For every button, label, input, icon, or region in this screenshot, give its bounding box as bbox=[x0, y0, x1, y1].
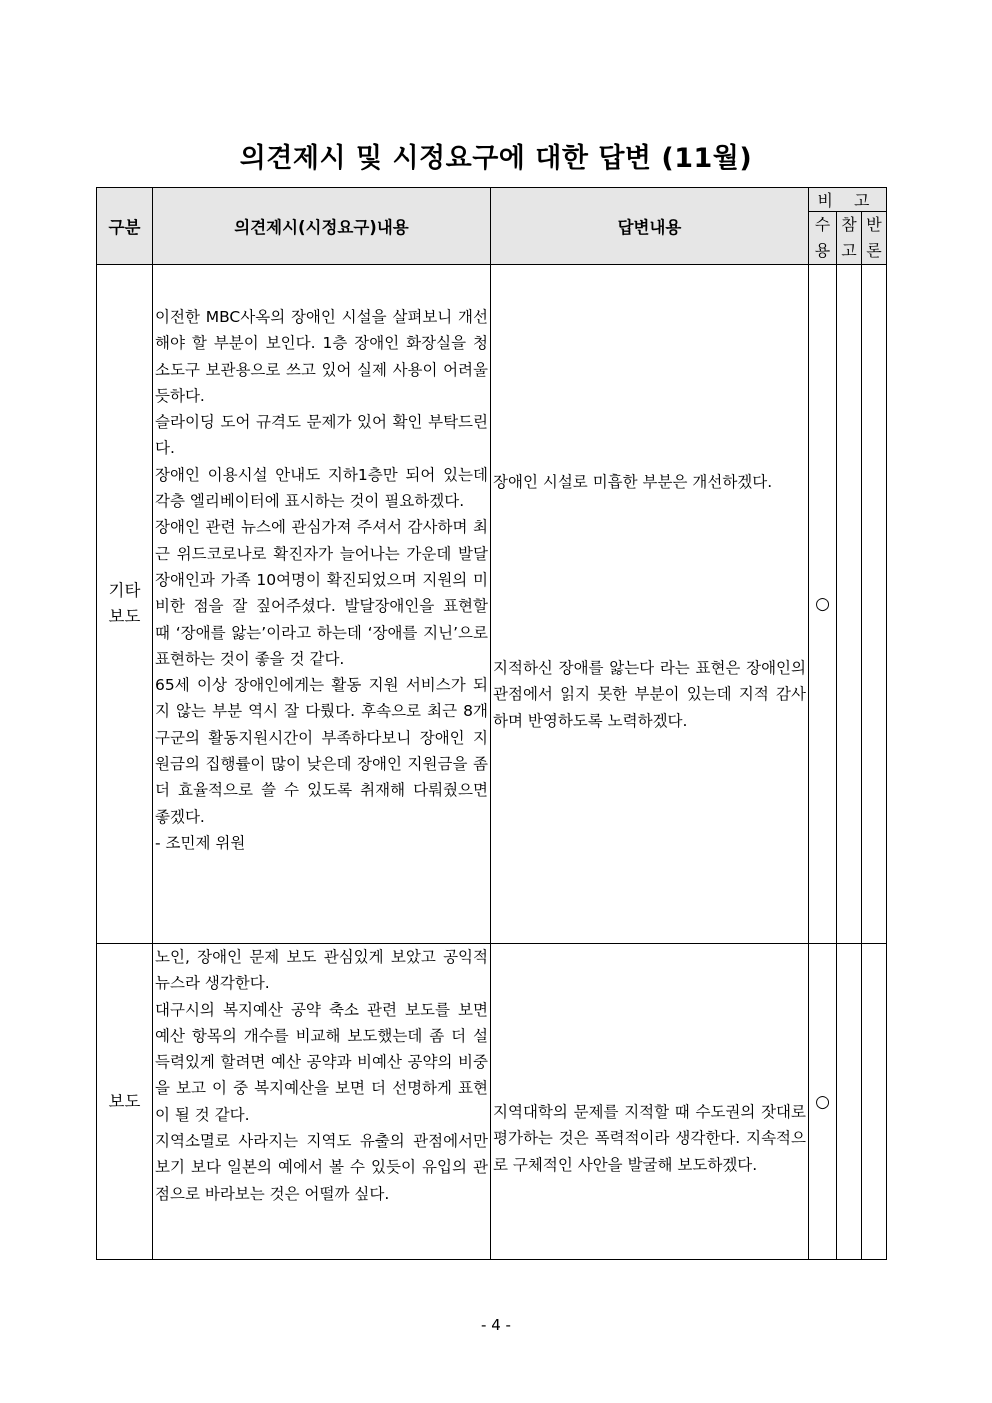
header-accept-char-1: 수 bbox=[814, 215, 831, 234]
content-paragraph: - 조민제 위원 bbox=[155, 833, 246, 852]
content-paragraph: 장애인 관련 뉴스에 관심가져 주셔서 감사하며 최근 위드코로나로 확진자가 늘어나는 가운데 발달장애인과 가족 10여명이 확진되었으며 지원의 미비한 점을 잘 짚어주셨다. 발달장애인을 표현할 때 ‘장애를 앓는’이라고 하는데 ‘장애를 지닌’으로 표현하는 것이 좋을 것 같다. bbox=[155, 518, 488, 668]
content-cell bbox=[153, 265, 491, 944]
content-paragraph: 장애인 이용시설 안내도 지하1층만 되어 있는데 각층 엘리베이터에 표시하는 것이 필요하겠다. bbox=[155, 465, 488, 511]
rebuttal-mark bbox=[862, 265, 887, 944]
content-paragraph: 이전한 MBC사옥의 장애인 시설을 살펴보니 개선해야 할 부분이 보인다. 1층 장애인 화장실을 청소도구 보관용으로 쓰고 있어 실제 사용이 어려울 듯하다. bbox=[155, 308, 488, 405]
header-rebuttal-char-2: 론 bbox=[866, 241, 882, 260]
answer-paragraph: 장애인 시설로 미흡한 부분은 개선하겠다. bbox=[493, 473, 773, 491]
opinion-table bbox=[96, 187, 887, 1260]
content-paragraph: 65세 이상 장애인에게는 활동 지원 서비스가 되지 않는 부분 역시 잘 다뤘다. 후속으로 최근 8개 구군의 활동지원시간이 부족하다보니 장애인 지원금의 집행률이 많이 낮은데 장애인 지원금을 좀 더 효율적으로 쓸 수 있도록 취재해 다뤄줬으면 좋겠다. bbox=[155, 676, 488, 826]
header-accept-char-2: 용 bbox=[814, 241, 831, 260]
accept-mark: ○ bbox=[809, 944, 837, 1260]
table-row bbox=[97, 265, 887, 944]
answer-cell bbox=[491, 944, 809, 1260]
category-cell bbox=[97, 265, 153, 944]
header-accept bbox=[809, 212, 837, 265]
header-reference-char-1: 참 bbox=[841, 215, 857, 234]
header-reference-char-2: 고 bbox=[841, 241, 857, 260]
page-title: 의견제시 및 시정요구에 대한 답변 (11월) bbox=[239, 143, 753, 174]
content-paragraph: 슬라이딩 도어 규격도 문제가 있어 확인 부탁드린다. bbox=[155, 413, 488, 458]
reference-mark bbox=[837, 265, 862, 944]
accept-mark: ○ bbox=[809, 265, 837, 944]
header-content: 의견제시(시정요구)내용 bbox=[153, 188, 491, 265]
header-rebuttal bbox=[862, 212, 887, 265]
category-label: 보도 bbox=[108, 1091, 141, 1111]
answer-paragraph: 지적하신 장애를 앓는다 라는 표현은 장애인의 관점에서 읽지 못한 부분이 있는데 지적 감사하며 반영하도록 노력하겠다. bbox=[493, 659, 806, 730]
header-category: 구분 bbox=[97, 188, 153, 265]
header-rebuttal-char-1: 반 bbox=[866, 215, 882, 234]
content-paragraph: 노인, 장애인 문제 보도 관심있게 보았고 공익적 뉴스라 생각한다. bbox=[155, 948, 488, 993]
content-paragraph: 대구시의 복지예산 공약 축소 관련 보도를 보면 예산 항목의 개수를 비교해 보도했는데 좀 더 설득력있게 할려면 예산 공약과 비예산 공약의 비중을 보고 이 중 복지예산을 보면 더 선명하게 표현이 될 것 같다. bbox=[155, 1000, 488, 1124]
category-label: 기타 bbox=[108, 581, 141, 600]
page-number: - 4 - bbox=[481, 1316, 511, 1334]
content-paragraph: 지역소멸로 사라지는 지역도 유출의 관점에서만 보기 보다 일본의 예에서 볼 수 있듯이 유입의 관점으로 바라보는 것은 어떨까 싶다. bbox=[155, 1132, 488, 1203]
category-label: 보도 bbox=[108, 607, 141, 626]
header-reference bbox=[837, 212, 862, 265]
answer-paragraph: 지역대학의 문제를 지적할 때 수도권의 잣대로 평가하는 것은 폭력적이라 생각한다. 지속적으로 구체적인 사안을 발굴해 보도하겠다. bbox=[493, 1103, 806, 1174]
header-remarks: 비 고 bbox=[809, 188, 887, 212]
table-row bbox=[97, 944, 887, 1260]
content-cell bbox=[153, 944, 491, 1260]
reference-mark bbox=[837, 944, 862, 1260]
rebuttal-mark bbox=[862, 944, 887, 1260]
answer-cell bbox=[491, 265, 809, 944]
category-cell bbox=[97, 944, 153, 1260]
header-answer: 답변내용 bbox=[491, 188, 809, 265]
